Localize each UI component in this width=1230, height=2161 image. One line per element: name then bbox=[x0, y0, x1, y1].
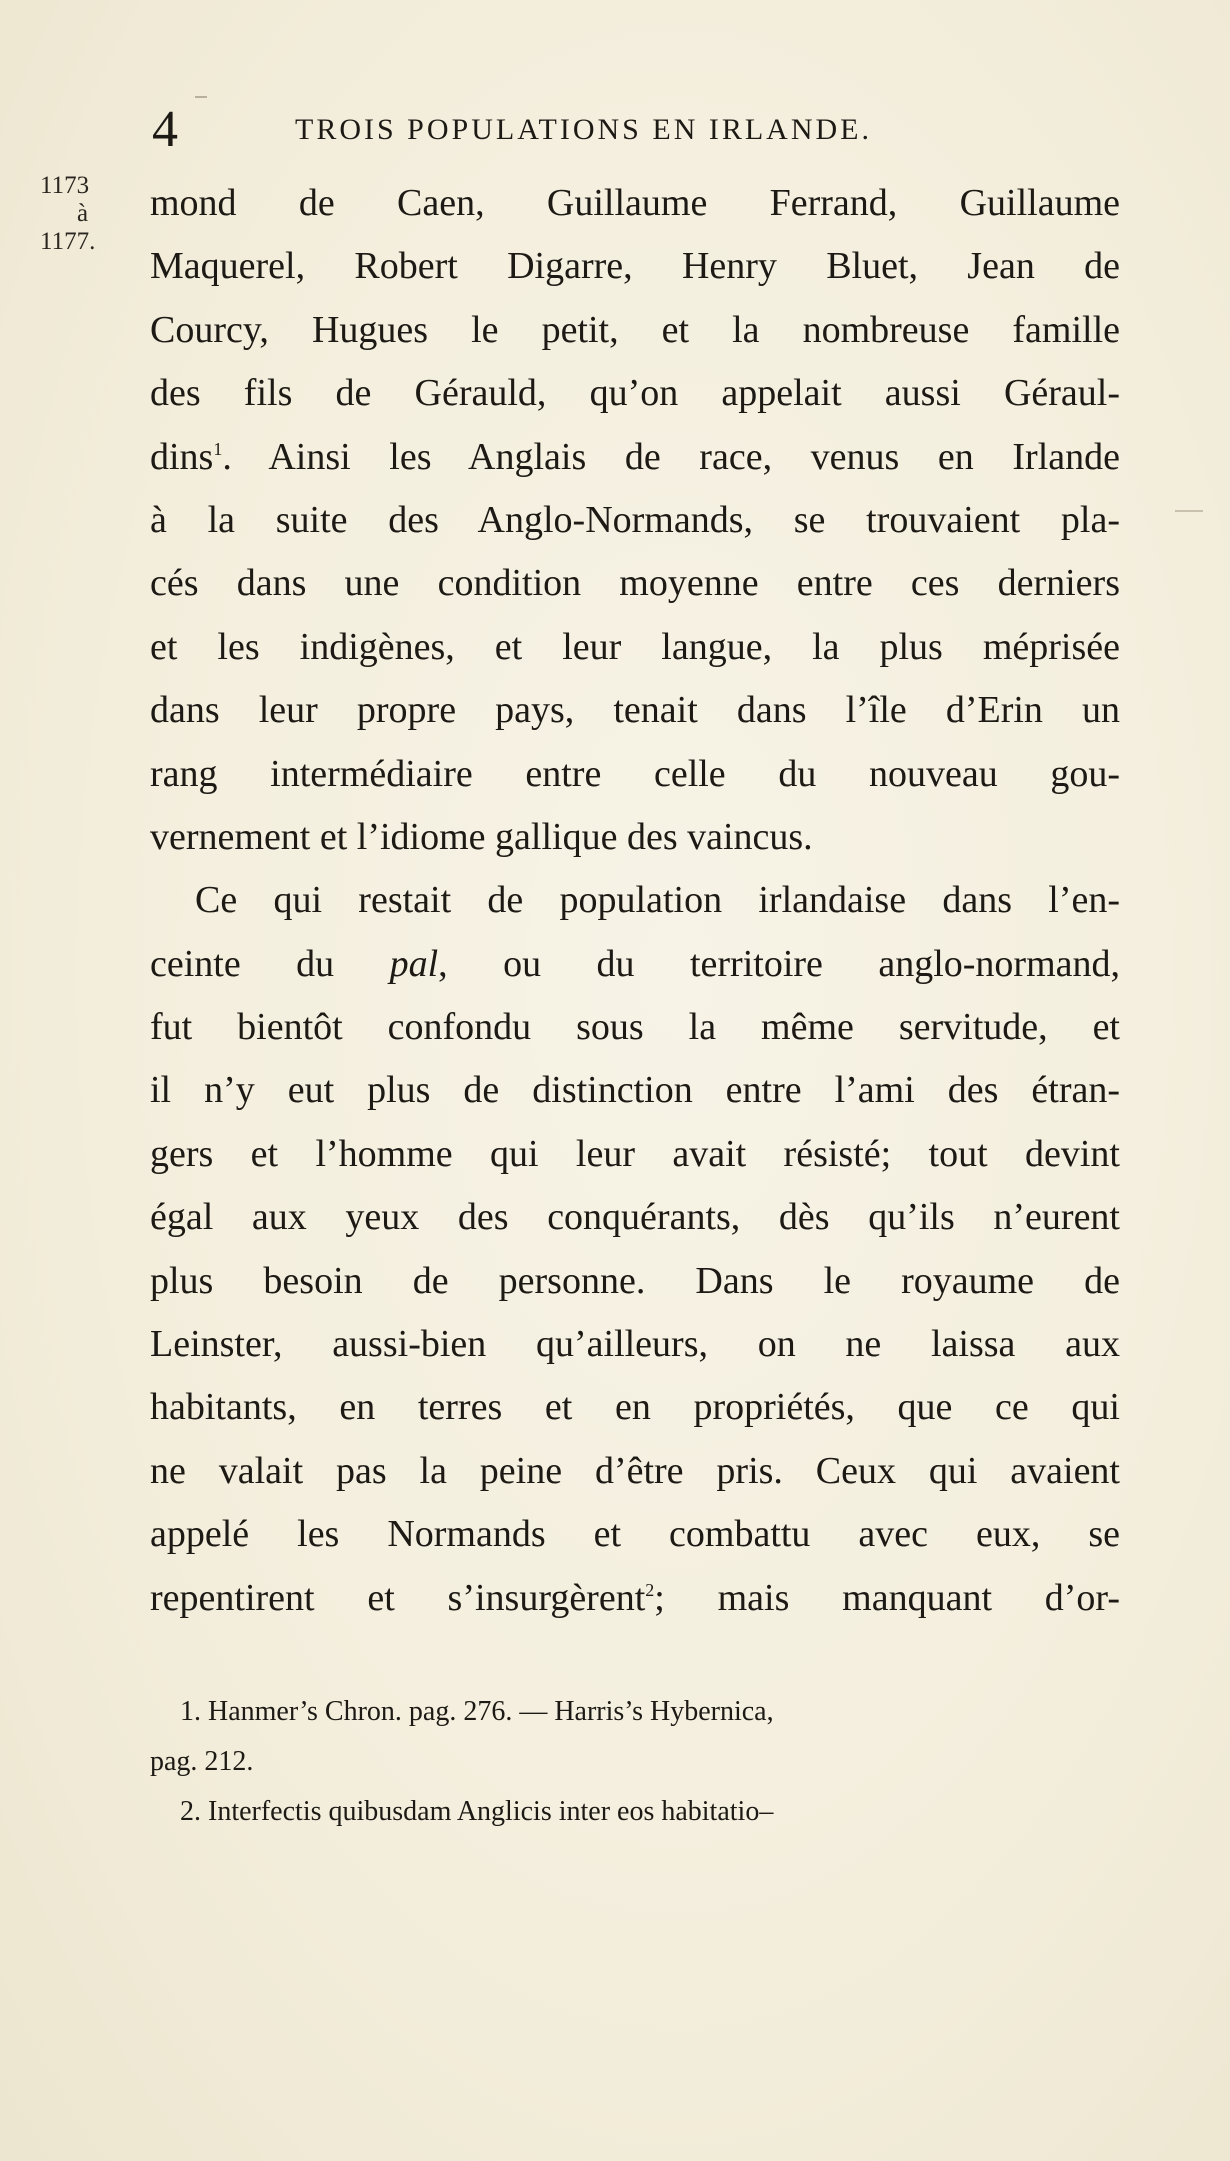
footnote-1-continued: pag. 212. bbox=[150, 1746, 254, 1777]
text-line: Leinster, aussi-bien qu’ailleurs, on ne laissa aux bbox=[150, 1323, 1120, 1366]
text-line: appelé les Normands et combattu avec eux, se bbox=[150, 1513, 1120, 1556]
text-line: rang intermédiaire entre celle du nouveau gou- bbox=[150, 752, 1120, 795]
text-line: habitants, en terres et en propriétés, que ce qui bbox=[150, 1386, 1120, 1429]
text-line: à la suite des Anglo-Normands, se trouvaient pla- bbox=[150, 498, 1120, 541]
text-line: il n’y eut plus de distinction entre l’ami des étran- bbox=[150, 1069, 1120, 1112]
margin-year-to: 1177. bbox=[40, 228, 96, 255]
italic-term: pal bbox=[389, 942, 439, 985]
text-line: Courcy, Hugues le petit, et la nombreuse famille bbox=[150, 308, 1120, 351]
text-line: fut bientôt confondu sous la même servitude, et bbox=[150, 1006, 1120, 1049]
text-line: mond de Caen, Guillaume Ferrand, Guillaume bbox=[150, 182, 1120, 224]
text-fragment: ceinte du bbox=[150, 942, 390, 985]
footnote-2: 2. Interfectis quibusdam Anglicis inter eos habitatio– bbox=[180, 1796, 774, 1827]
margin-date-note bbox=[40, 172, 140, 256]
footnote-ref-1[interactable]: 1 bbox=[213, 438, 223, 459]
text-line bbox=[150, 1567, 1120, 1630]
text-line: vernement et l’idiome gallique des vaincus. bbox=[150, 815, 813, 858]
running-title: TROIS POPULATIONS EN IRLANDE. bbox=[295, 113, 873, 146]
text-line: cés dans une condition moyenne entre ces derniers bbox=[150, 562, 1120, 605]
footnote-1: 1. Hanmer’s Chron. pag. 276. — Harris’s Hybernica, bbox=[180, 1696, 774, 1727]
text-line bbox=[150, 426, 1120, 489]
text-line: dans leur propre pays, tenait dans l’île d’Erin un bbox=[150, 689, 1120, 732]
text-fragment: , ou du territoire anglo-normand, bbox=[438, 942, 1120, 985]
text-fragment: . Ainsi les Anglais de race, venus en Irlande bbox=[222, 435, 1120, 478]
page-number: 4 bbox=[152, 101, 178, 158]
text-line: gers et l’homme qui leur avait résisté; tout devint bbox=[150, 1132, 1120, 1175]
text-line: et les indigènes, et leur langue, la plus méprisée bbox=[150, 625, 1120, 668]
paragraph-start-line: Ce qui restait de population irlandaise dans l’en- bbox=[195, 879, 1120, 922]
text-line bbox=[150, 933, 1120, 996]
text-line: plus besoin de personne. Dans le royaume de bbox=[150, 1259, 1120, 1302]
margin-connector: à bbox=[77, 200, 89, 227]
print-mark bbox=[195, 96, 207, 98]
page-header bbox=[150, 100, 1150, 160]
margin-mark bbox=[1175, 510, 1203, 512]
text-line: Maquerel, Robert Digarre, Henry Bluet, Jean de bbox=[150, 245, 1120, 288]
text-line: des fils de Gérauld, qu’on appelait aussi Géraul- bbox=[150, 372, 1120, 415]
text-fragment: repentirent et s’insurgèrent bbox=[150, 1576, 646, 1619]
text-fragment: dins bbox=[150, 435, 214, 478]
text-line: égal aux yeux des conquérants, dès qu’ils n’eurent bbox=[150, 1196, 1120, 1239]
text-line: ne valait pas la peine d’être pris. Ceux qui avaient bbox=[150, 1449, 1120, 1492]
main-text bbox=[150, 172, 1120, 1630]
margin-year-from: 1173 bbox=[40, 172, 90, 199]
footnotes bbox=[150, 1687, 1110, 1837]
text-fragment: ; mais manquant d’or- bbox=[654, 1576, 1120, 1619]
footnote-ref-2[interactable]: 2 bbox=[645, 1579, 655, 1600]
